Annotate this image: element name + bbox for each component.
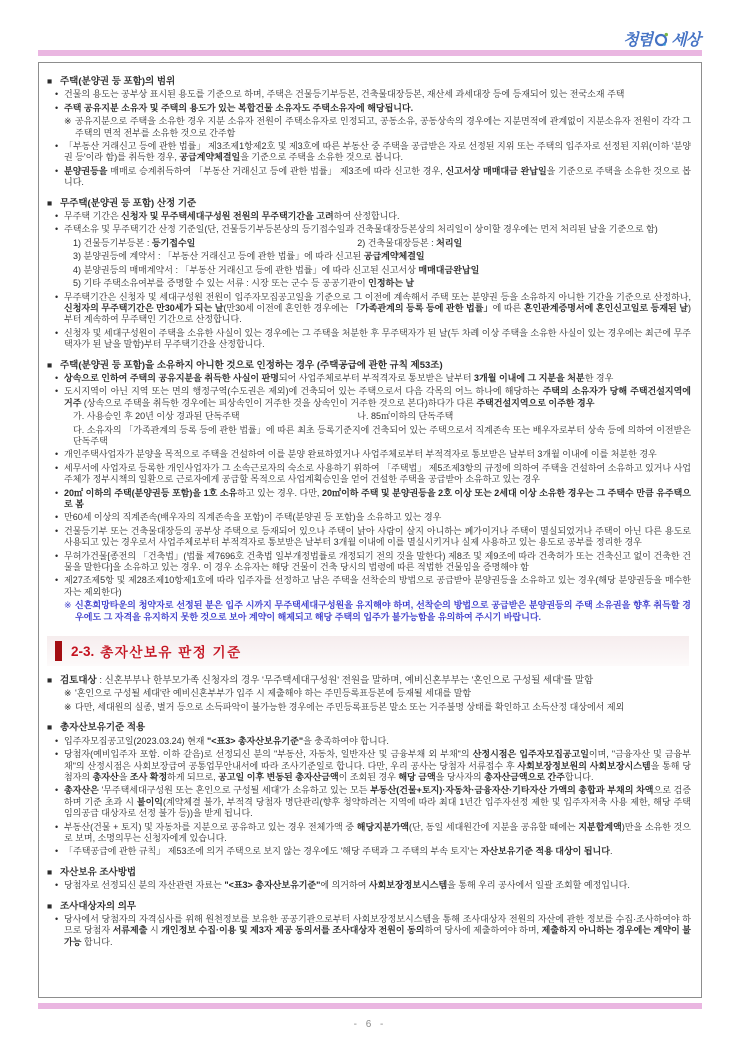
text-segment: (만30세 이전에 혼인한 경우에는 (223, 302, 352, 313)
square-marker-icon: ■ (47, 722, 53, 733)
pair-right (357, 411, 691, 422)
text-segment: "<표3> 총자산보유기준" (224, 880, 321, 891)
line-text (73, 425, 691, 448)
line-text (64, 736, 691, 747)
bullet-marker-icon: • (55, 327, 59, 338)
text-line (47, 224, 691, 235)
text-segment: 당첨자로 선정되신 분의 자산관련 자료는 (64, 880, 225, 891)
bullet-marker-icon: • (55, 880, 59, 891)
line-text (73, 411, 691, 422)
text-segment: 등기접수일 (151, 237, 196, 248)
text-segment: 개인주택사업자가 분양을 목적으로 주택을 건설하여 이를 분양 완료하였거나 사업주체로부터 부적격자로 통보받은 날부터 3개월 이내에 이를 처분한 경우 (64, 449, 657, 460)
text-segment: 이 조회된 경우 (338, 771, 399, 782)
bullet-marker-icon: • (55, 211, 59, 222)
text-segment: )부터 계속하여 무주택인 기간으로 산정합니다. (64, 302, 692, 325)
heading-text (60, 76, 691, 87)
text-segment: 「주택공급에 관한 규칙」 제53조에 의거 주택으로 보지 않는 경우에도 '해당 주택과 그 주택의 부속 토지'는 (64, 846, 481, 857)
text-segment: "<표3> 총자산보유기준" (206, 735, 304, 746)
text-segment: 총자산은 (64, 785, 99, 796)
bullet-marker-icon: • (55, 372, 59, 383)
text-segment: 을 기준으로 주택을 소유한 것으로 봅니다. (64, 165, 691, 188)
text-segment: 합니다. (564, 771, 594, 782)
line-text (64, 292, 691, 326)
line-text (64, 386, 691, 409)
text-segment: 하여 당사에 제출하여야 하며, (424, 925, 542, 936)
text-line (47, 512, 691, 523)
line-text (64, 449, 691, 460)
heading-text (60, 360, 691, 371)
bullet-marker-icon: • (55, 749, 59, 760)
line-text (64, 749, 691, 783)
page-header (38, 0, 702, 48)
text-segment: 산정시점은 입주자모집공고일 (472, 749, 589, 760)
line-text (73, 265, 691, 276)
pair-left (73, 411, 357, 422)
bullet-marker-icon: • (55, 735, 59, 746)
text-segment: 공유지분으로 주택을 소유한 경우 지분 소유자 전원이 주택소유자로 인정되고, 공동소유, 공동상속의 경우에는 지분면적에 관계없이 지분소유자 전원이 각각 그 주택의 면적 전부를 소유한 것으로 간주함 (75, 116, 691, 138)
text-line (47, 914, 691, 948)
text-segment: 주택 공유지분 소유자 및 주택의 용도가 있는 복합건물 소유자도 주택소유자에 해당됩니다. (64, 102, 414, 113)
text-segment: 20㎡이하 주택 및 분양권등을 2호 이상 또는 2세대 이상 소유한 경우는 그 주택수 만큼 유주택으로 봄 (64, 487, 691, 509)
bullet-marker-icon: • (55, 550, 59, 561)
content-box (38, 62, 702, 998)
text-line (47, 526, 691, 549)
text-line (47, 463, 691, 486)
text-line (47, 449, 691, 460)
text-segment: 을 통해 당첨자의 (64, 760, 692, 782)
bullet-marker-icon: • (55, 102, 59, 113)
text-segment: 주택(분양권 등 포함)을 소유하지 아니한 것으로 인정하는 경우 (주택공급에 관한 규칙 제53조) (60, 359, 443, 371)
text-line (47, 116, 691, 139)
bullet-marker-icon: • (55, 913, 59, 924)
text-line (47, 736, 691, 747)
text-line (47, 411, 691, 422)
line-text (64, 224, 691, 235)
text-line (47, 265, 691, 276)
line-text (73, 278, 691, 289)
text-segment: 해당 금액 (398, 771, 436, 782)
text-segment: 을 기준으로 주택을 소유한 것으로 봅니다. (240, 152, 404, 163)
text-segment: 건물의 용도는 공부상 표시된 용도를 기준으로 하며, 주택은 건물등기부등본, 건축물대장등본, 재산세 과세대장 등에 등재되어 있는 전국소재 주택 (64, 89, 625, 100)
text-segment: 총자산보유기준 적용 (60, 722, 146, 734)
square-marker-icon: ■ (47, 900, 53, 911)
section-heading (47, 198, 691, 209)
bullet-marker-icon: • (55, 487, 59, 498)
text-segment: 상속으로 인하여 주택의 공유지분을 취득한 사실이 판명 (64, 372, 279, 383)
line-text (64, 551, 691, 574)
text-segment: 다. 소유자의 「가족관계의 등록 등에 관한 법률」에 따른 최초 등록기준지에 건축되어 있는 주택으로서 직계존속 또는 배우자로부터 상속 등에 의하여 이전받은 단독주택 (73, 424, 691, 446)
text-segment: 조사대상자의 의무 (60, 900, 137, 912)
text-segment: 4) 분양권등의 매매계약서 : 「부동산 거래신고 등에 관한 법률」에 따라 신고된 신고서상 (73, 264, 419, 275)
logo-globe-icon (654, 32, 669, 48)
text-line (47, 211, 691, 222)
bullet-marker-icon: • (55, 141, 59, 152)
text-segment: 다만, 세대원의 실종, 별거 등으로 소득파악이 불가능한 경우에는 주민등록표등본 말소 또는 거주불명 상태를 확인하고 소득산정 대상에서 제외 (75, 701, 625, 712)
top-divider (38, 50, 702, 56)
section-heading (47, 901, 691, 912)
text-segment: 이며, "금융자산 및 금융부채"의 산정시점은 사회보장급여 공통업무안내서에 따라 조사기준일로 합니다. 다만, 우리 공사는 당첨자 서류접수 후 (64, 749, 691, 771)
text-segment: 을 충족하여야 합니다. (303, 735, 389, 746)
text-segment: 합니다. (81, 936, 113, 947)
bullet-marker-icon: • (55, 386, 59, 397)
line-text (75, 688, 691, 699)
line-text (73, 251, 691, 262)
text-line (47, 551, 691, 574)
text-line (47, 141, 691, 164)
logo-text-left: 청렴 (623, 30, 653, 49)
text-segment: 시 (147, 925, 162, 936)
text-segment: 제27조제5항 및 제28조제10항제1호에 따라 입주자를 선정하고 남은 주택을 선착순의 방법으로 공급받아 분양권등을 소유하고 있는 경우(해당 분양권등을 매수한 자는 제외한다) (64, 575, 691, 597)
square-marker-icon: ■ (47, 359, 53, 370)
heading-text (60, 901, 691, 912)
sections-bottom (47, 675, 691, 948)
section-heading (47, 360, 691, 371)
text-segment: 인정하는 날 (368, 278, 415, 289)
text-segment: 공고일 이후 변동된 총자산금액 (218, 771, 339, 782)
text-segment: 총자산 (92, 771, 119, 782)
text-segment: 자산보유 조사방법 (60, 866, 137, 878)
text-segment: 지분합계액 (578, 821, 622, 832)
text-line (47, 702, 691, 713)
asterisk-marker-icon: ※ (64, 688, 72, 699)
text-line (47, 880, 691, 891)
bullet-marker-icon: • (55, 224, 59, 235)
line-text (64, 880, 691, 891)
text-segment: 세무서에 사업자로 등록한 개인사업자가 그 소속근로자의 숙소로 사용하기 위하여 「주택법」 제5조제3항의 규정에 의하여 주택을 건설하여 소유하고 있거나 사업주체가 정부시책의 일환으로 근로자에게 공급할 목적으로 사업계획승인을 얻어 건설한 주택을 공급받아 소유하고 있는 경우 (64, 462, 691, 485)
line-text (75, 600, 691, 623)
text-segment: 하고 있는 경우. 다만, (237, 487, 322, 498)
asterisk-marker-icon: ※ (64, 701, 72, 712)
text-line (47, 488, 691, 511)
section-heading (47, 76, 691, 87)
line-text (64, 785, 691, 819)
text-segment: 만60세 이상의 직계존속(배우자의 직계존속을 포함)이 주택(분양권 등 포함)을 소유하고 있는 경우 (64, 512, 442, 523)
text-segment: 제출하지 아니하는 경우에는 계약이 불가능 (64, 925, 691, 947)
heading-text (60, 198, 691, 209)
line-text (64, 822, 691, 845)
text-segment: 주택소유 및 무주택기간 산정 기준일(단, 건물등기부등본상의 등기접수일과 건축물대장등본상의 처리일이 상이할 경우에는 먼저 처리된 날을 기준으로 함) (64, 224, 658, 235)
text-segment: )만을 소유한 것으로 보며, 소명의무는 신청자에게 있습니다. (64, 821, 691, 843)
note-blue (47, 600, 691, 623)
text-segment: 분양권등을 (64, 165, 108, 176)
bullet-marker-icon: • (55, 512, 59, 523)
text-segment: : 신혼부부나 한부모가족 신청자의 경우 '무주택세대구성원' 전원을 말하며, 예비신혼부부는 '혼인으로 구성될 세대'를 말함 (96, 675, 594, 687)
text-segment: 도시지역이 아닌 지역 또는 면의 행정구역(수도권은 제외)에 건축되어 있는 주택으로서 다음 각목의 어느 하나에 해당하는 (64, 386, 543, 397)
text-segment: 혼인관계증명서에 혼인신고일로 등재된 날 (523, 302, 689, 313)
bullet-marker-icon: • (55, 846, 59, 857)
text-segment: (계약체결 불가, 부적격 당첨자 명단관리(향후 청약하려는 지역에 따라 최대 1년간 입주자선정 제한 및 입주자저축 사용 제한, 해당 주택 임의공급 대상자로 선정 불가 등))을 받게 됩니다. (64, 796, 691, 819)
text-segment: 부동산(건물+토지)·자동차·금융자산·기타자산 가액의 총합과 부채의 차액 (370, 785, 654, 796)
square-marker-icon: ■ (47, 76, 53, 86)
text-segment: 매매대금완납일 (418, 264, 480, 275)
line-text (64, 141, 691, 164)
line-text (64, 914, 691, 948)
text-line (47, 103, 691, 114)
bullet-marker-icon: • (55, 165, 59, 176)
text-segment: 하게 되므로, (167, 771, 219, 782)
text-segment: 1) 건물등기부등본 : (73, 237, 152, 248)
line-text (64, 166, 691, 189)
text-segment: 을 통해 우리 공사에서 일괄 조회할 예정입니다. (447, 880, 630, 891)
text-segment: 한 경우 (584, 372, 614, 383)
text-segment: 검토대상 (60, 675, 97, 687)
line-text (64, 526, 691, 549)
text-segment: 공급계약체결일 (179, 152, 241, 163)
text-segment: 가. 사용승인 후 20년 이상 경과된 단독주택 (73, 411, 240, 422)
text-segment: 주택의 소유자가 당해 주택건설지역에 거주 (64, 386, 691, 408)
bottom-divider (38, 1003, 702, 1009)
text-segment: 사회보장정보원의 사회보장시스템 (517, 760, 651, 771)
bullet-marker-icon: • (55, 291, 59, 302)
text-segment: 개인정보 수집·이용 및 제3자 제공 동의서를 조사대상자 전원이 동의 (161, 925, 425, 936)
text-segment: 5) 기타 주택소유여부를 증명할 수 있는 서류 : 시장 또는 군수 등 공공기관이 (73, 278, 369, 289)
bullet-marker-icon: • (55, 525, 59, 536)
text-line (47, 749, 691, 783)
text-segment: 해당지분가액 (356, 821, 409, 832)
text-line (47, 238, 691, 249)
text-line (47, 688, 691, 699)
text-segment: 무주택기간은 신청자 및 세대구성원 전원이 입주자모집공고일을 기준으로 그 이전에 계속해서 주택 또는 분양권 등을 소유하지 아니한 기간을 기준으로 산정하나, (64, 291, 691, 302)
text-line (47, 386, 691, 409)
text-segment: 처리일 (436, 237, 463, 248)
text-line (47, 785, 691, 819)
text-segment: 신고서상 매매대금 완납일 (445, 165, 547, 176)
text-segment: 「가족관계의 등록 등에 관한 법률」 (351, 302, 493, 313)
pair-right (357, 238, 691, 249)
text-segment: 「부동산 거래신고 등에 관한 법률」 제3조제1항제2호 및 제3호에 따른 부동산 중 주택을 공급받은 자로 선정된 지위 또는 주택의 입주자로 선정된 지위(이하 '분양권 등'이라 함)를 취득한 경우, (64, 141, 691, 163)
line-text (64, 103, 691, 114)
bullet-marker-icon: • (55, 449, 59, 460)
text-segment: 에 의거하여 (320, 880, 369, 891)
text-segment: '혼인으로 구성될 세대'란 예비신혼부부가 입주 시 제출해야 하는 주민등록표등본에 등재될 세대를 말함 (75, 688, 472, 699)
text-segment: 자산보유기준 적용 대상이 됩니다 (480, 846, 610, 857)
section-heading (47, 867, 691, 878)
text-segment: 하여 산정합니다. (333, 211, 400, 222)
text-line (47, 166, 691, 189)
section-title: 총자산보유 판정 기준 (100, 645, 242, 661)
section-banner (47, 636, 689, 666)
text-segment: 불이익 (136, 796, 163, 807)
line-text (64, 846, 691, 857)
text-line (47, 373, 691, 384)
line-text (64, 512, 691, 523)
text-line (47, 89, 691, 100)
text-segment: 주택건설지역으로 이주한 경우 (476, 397, 595, 408)
text-segment: 무허가건물[종전의 「건축법」(법률 제7696호 건축법 일부개정법률로 개정되기 전의 것을 말한다) 제8조 및 제9조에 따라 건축허가 또는 건축신고 없이 건축한 건물을 말한다]을 소유하고 있는 경우. 이 경우 소유자는 해당 건물이 건축 당시의 법령에 따른 적법한 건물임을 증명해야 함 (64, 550, 691, 573)
text-segment: 공급계약체결일 (363, 251, 425, 262)
text-segment: (단, 동일 세대원간에 지분을 공유할 때에는 (408, 821, 579, 832)
text-segment: 신혼희망타운의 청약자로 선정된 분은 입주 시까지 무주택세대구성원을 유지해야 하며, 선착순의 방법으로 공급받은 분양권등의 주택 소유권을 향후 취득할 경우에도 그 자격을 유지하지 못한 것으로 보아 계약이 해제되고 해당 주택의 입주가 불가능함을 유의하여 주시기 바랍니다. (75, 600, 691, 622)
text-segment: 건물등기부 또는 건축물대장등의 공부상 주택으로 등재되어 있으나 주택이 낡아 사람이 살지 아니하는 폐가이거나 주택이 멸실되었거나 주택이 아닌 다른 용도로 사용되고 있는 경우로서 사업주체로부터 부적격자로 통보받은 날부터 3개월 이내에 이를 멸실시키거나 실제 사용하고 있는 용도로 공부를 정리한 경우 (64, 525, 691, 548)
text-segment: 을 (118, 771, 130, 782)
text-line (47, 278, 691, 289)
text-segment: 되어 사업주체로부터 부적격자로 통보받은 날부터 (278, 372, 475, 383)
text-segment: 당사에서 당첨자의 자격심사를 위해 원천정보를 보유한 공공기관으로부터 사회보장정보시스템을 통해 조사대상자 전원의 자산에 관한 정보를 수집·조사하여야 하므로 당첨자 (64, 913, 691, 936)
text-segment: 신청자 및 무주택세대구성원 전원의 무주택기간을 고려 (121, 211, 334, 222)
page-number: - 6 - (353, 1019, 387, 1030)
text-segment: 에 따른 (492, 302, 524, 313)
text-segment: 서류제출 (112, 925, 148, 936)
logo-text-right: 세상 (671, 30, 700, 49)
text-line (47, 822, 691, 845)
line-text (64, 575, 691, 598)
line-text (64, 89, 691, 100)
text-line (47, 251, 691, 262)
text-line (47, 846, 691, 857)
text-segment: 으로 검증하며 기준 초과 시 (64, 785, 692, 807)
pair-left (73, 238, 357, 249)
sections-top (47, 76, 691, 623)
asterisk-marker-icon: ※ (64, 116, 72, 127)
bullet-marker-icon: • (55, 575, 59, 586)
bullet-marker-icon: • (55, 89, 59, 100)
text-segment: 신청자 및 세대구성원이 주택을 소유한 사실이 있는 경우에는 그 주택을 처분한 후 무주택자가 된 날(두 차례 이상 주택을 소유한 사실이 있는 경우에는 최근에 무주택자가 된 날을 말함)부터 무주택기간을 산정합니다. (64, 327, 691, 350)
bullet-marker-icon: • (55, 785, 59, 796)
text-segment: 당첨자(예비입주자 포함. 이하 같음)로 선정되신 분의 "부동산, 자동차, 일반자산 및 금융부채 외 부채"의 (64, 749, 473, 760)
square-marker-icon: ■ (47, 675, 53, 686)
bullet-marker-icon: • (55, 462, 59, 473)
text-segment: 3) 분양권등에 계약서 : 「부동산 거래신고 등에 관한 법률」에 따라 신고된 (73, 251, 364, 262)
text-line (47, 328, 691, 351)
text-segment: 총자산금액으로 간주 (484, 771, 565, 782)
text-segment: 을 당사자의 (435, 771, 485, 782)
text-segment: 사회보장정보시스템 (368, 880, 448, 891)
line-text (64, 211, 691, 222)
text-segment: 입주자모집공고일(2023.03.24) 현재 (64, 735, 207, 746)
asterisk-marker-icon: ※ (64, 600, 72, 611)
text-segment: 조사 확정 (129, 771, 168, 782)
heading-text (60, 675, 691, 686)
text-segment: 부동산(건물 + 토지) 및 자동차를 지분으로 공유하고 있는 경우 전체가액 중 (64, 821, 357, 832)
text-segment: (상속으로 주택을 취득한 경우에는 피상속인이 거주한 것을 상속인이 거주한 것으로 본다)하다가 다른 (81, 397, 477, 408)
text-segment: 무주택(분양권 등 포함) 산정 기준 (60, 197, 197, 209)
text-segment: 20㎡ 이하의 주택(분양권등 포함)을 1호 소유 (64, 487, 238, 498)
text-segment: 3개월 이내에 그 지분을 처분 (474, 372, 585, 383)
text-segment: 매매로 승계취득하여 「부동산 거래신고 등에 관한 법률」 제3조에 따라 신고한 경우, (107, 165, 446, 176)
square-marker-icon: ■ (47, 866, 53, 877)
heading-text (60, 867, 691, 878)
bullet-marker-icon: • (55, 821, 59, 832)
line-text (64, 488, 691, 511)
line-text (64, 328, 691, 351)
section-heading (47, 675, 691, 686)
line-text (75, 702, 691, 713)
section-number: 2-3. (71, 643, 95, 659)
logo (623, 32, 700, 48)
text-line (47, 425, 691, 448)
text-segment: 무주택 기간은 (64, 211, 122, 222)
text-segment: '무주택세대구성원 또는 혼인으로 구성될 세대'가 소유하고 있는 모든 (98, 785, 371, 796)
line-text (64, 373, 691, 384)
text-segment: . (609, 846, 613, 857)
line-text (73, 238, 691, 249)
text-segment: 나. 85㎡이하의 단독주택 (357, 411, 454, 422)
heading-text (60, 722, 691, 733)
text-segment: 2) 건축물대장등본 : (357, 237, 437, 248)
square-marker-icon: ■ (47, 197, 53, 208)
text-segment: 주택(분양권 등 포함)의 범위 (60, 76, 176, 87)
line-text (75, 116, 691, 139)
text-line (47, 575, 691, 598)
red-bar-icon (55, 641, 62, 661)
text-segment: 신청자의 무주택기간은 만30세가 되는 날 (64, 302, 224, 313)
section-heading (47, 722, 691, 733)
line-text (64, 463, 691, 486)
text-line (47, 292, 691, 326)
